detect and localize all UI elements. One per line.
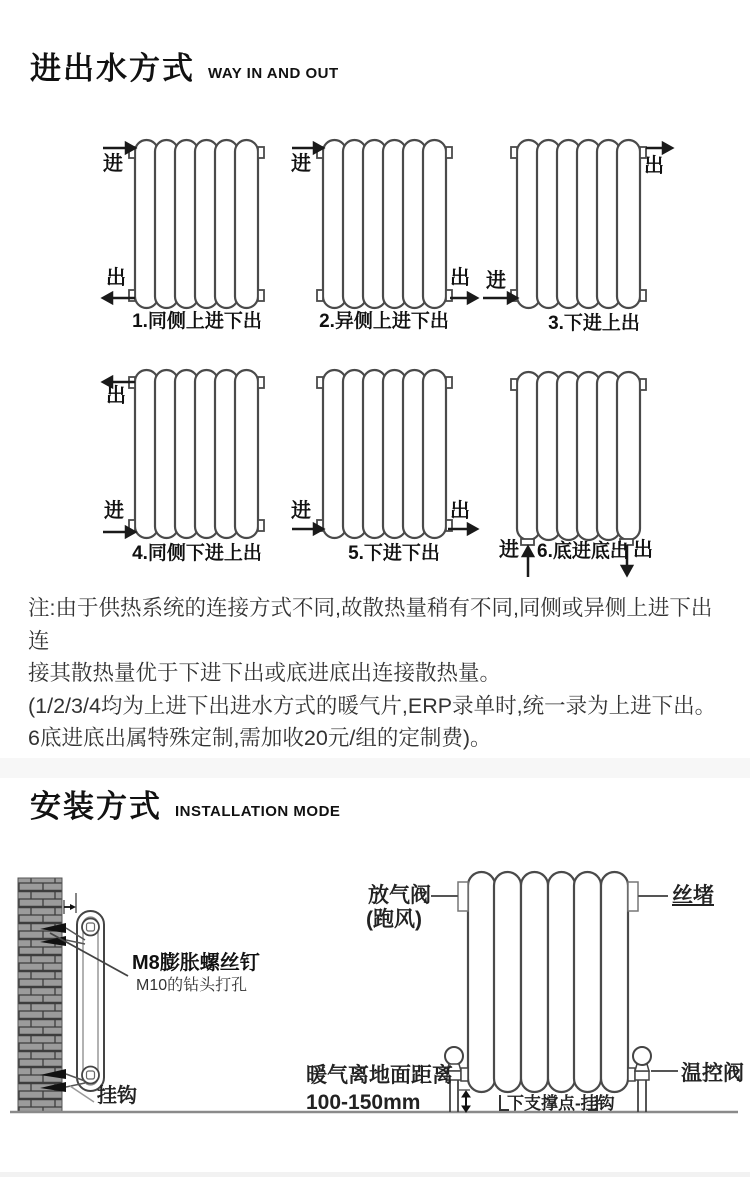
section1-title-en: WAY IN AND OUT bbox=[208, 65, 339, 82]
diagram3-in-label: 进 bbox=[486, 270, 506, 292]
wall-gap-dimension bbox=[64, 893, 76, 914]
support-label: 下支撑点-挂钩 bbox=[507, 1094, 615, 1113]
inlet-outlet-diagrams bbox=[0, 135, 750, 580]
radiator-4 bbox=[129, 370, 264, 538]
plug-port bbox=[628, 882, 638, 911]
installation-diagram bbox=[0, 843, 750, 1123]
section-divider bbox=[0, 758, 750, 778]
section1-title bbox=[30, 53, 339, 84]
note-line-3: (1/2/3/4均为上进下出进水方式的暖气片,ERP录单时,统一录为上进下出。 bbox=[28, 693, 717, 718]
radiator-1 bbox=[129, 140, 264, 308]
section2-title-zh: 安装方式 bbox=[30, 789, 162, 824]
note-line-1: 注:由于供热系统的连接方式不同,故散热量稍有不同,同侧或异侧上进下出连 bbox=[28, 596, 713, 653]
diagram6-out-label: 出 bbox=[633, 539, 653, 561]
radiator-front-view bbox=[468, 872, 628, 1092]
section1-title-zh: 进出水方式 bbox=[30, 51, 195, 86]
diagram3-caption: 3.下进上出 bbox=[548, 313, 640, 334]
diagram1-out-label: 出 bbox=[106, 267, 126, 289]
diagram1-caption: 1.同侧上进下出 bbox=[132, 311, 262, 332]
note-line-4: 6底进底出属特殊定制,需加收20元/组的定制费)。 bbox=[28, 726, 492, 750]
radiator-6 bbox=[511, 372, 646, 545]
thermostat-label: 温控阀 bbox=[681, 1062, 744, 1085]
screw-label: M8膨胀螺丝钉 bbox=[132, 952, 260, 974]
diagram5-out-label: 出 bbox=[450, 500, 470, 522]
section2-title-en: INSTALLATION MODE bbox=[175, 803, 341, 820]
bottom-divider bbox=[0, 1172, 750, 1177]
diagram4-caption: 4.同侧下进上出 bbox=[132, 543, 262, 564]
section2-title bbox=[30, 791, 340, 822]
distance-label-line2: 100-150mm bbox=[306, 1091, 421, 1114]
air-valve-label: 放气阀 bbox=[368, 884, 431, 907]
radiator-3 bbox=[511, 140, 646, 308]
diagram6-caption: 6.底进底出 bbox=[537, 541, 629, 562]
radiator-5 bbox=[317, 370, 452, 538]
note-line-2: 接其散热量优于下进下出或底进底出连接散热量。 bbox=[28, 661, 502, 685]
connection-note bbox=[28, 592, 730, 755]
hook-label: 挂钩 bbox=[97, 1085, 137, 1107]
diagram4-out-label: 出 bbox=[106, 385, 126, 407]
diagram1-in-label: 进 bbox=[103, 153, 123, 175]
diagram2-in-label: 进 bbox=[291, 153, 311, 175]
diagram2-out-label: 出 bbox=[450, 267, 470, 289]
floor-distance-arrow bbox=[462, 1091, 470, 1112]
air-valve-port bbox=[458, 882, 468, 911]
diagram4-in-label: 进 bbox=[104, 500, 124, 522]
plug-label: 丝堵 bbox=[672, 884, 714, 907]
diagram5-in-label: 进 bbox=[291, 500, 311, 522]
diagram3-out-label: 出 bbox=[644, 155, 664, 177]
diagram5-caption: 5.下进下出 bbox=[348, 543, 440, 564]
radiator-2 bbox=[317, 140, 452, 308]
air-valve-alt-label: (跑风) bbox=[366, 908, 422, 931]
diagram6-in-label: 进 bbox=[499, 539, 519, 561]
diagram2-caption: 2.异侧上进下出 bbox=[319, 311, 449, 332]
distance-label-line1: 暖气离地面距离 bbox=[306, 1064, 453, 1087]
thermostat-valve bbox=[628, 1047, 651, 1112]
drill-label: M10的钻头打孔 bbox=[136, 977, 248, 994]
